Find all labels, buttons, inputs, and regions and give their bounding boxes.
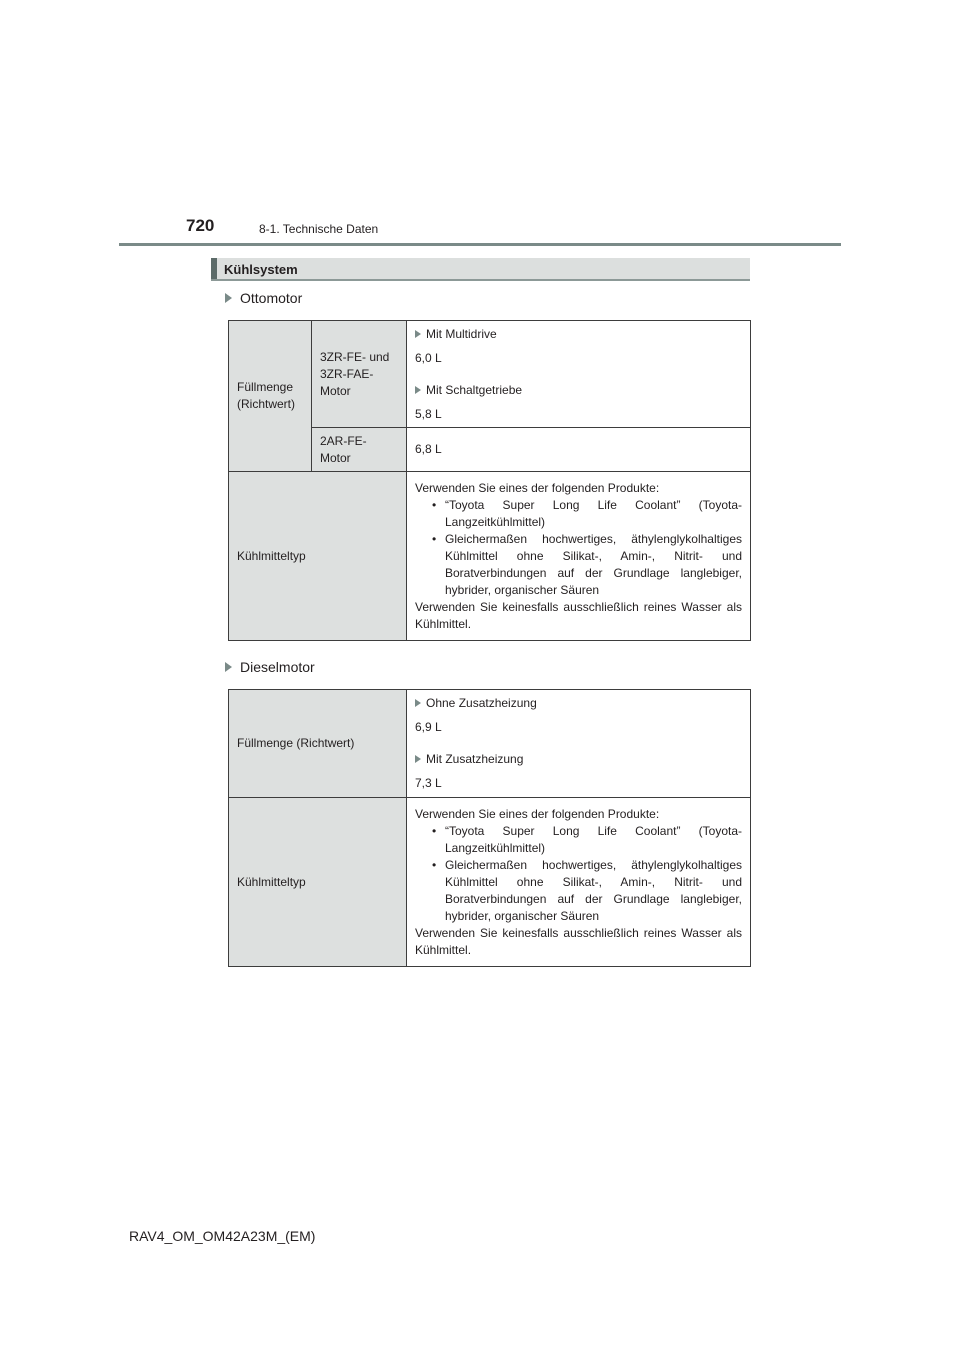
manual-value: 5,8 L (415, 406, 442, 421)
engine-1-label: 3ZR-FE- und 3ZR-FAE- Motor (320, 349, 390, 398)
coolant-value-cell (407, 798, 751, 967)
fill-label: Füllmenge (Richtwert) (237, 380, 296, 411)
coolant-intro: Verwenden Sie eines der folgenden Produkte: (415, 480, 660, 495)
section-title: 8-1. Technische Daten (259, 222, 379, 236)
table-row (229, 321, 751, 428)
header-rule (119, 243, 841, 246)
table-row (229, 798, 751, 967)
diesel-title: Dieselmotor (240, 659, 315, 675)
multidrive-row (415, 326, 742, 343)
section-heading (211, 258, 750, 281)
table-row (229, 690, 751, 798)
heater-label: Mit Zusatzheizung (426, 752, 524, 766)
triangle-bullet-icon (225, 293, 232, 303)
engine-cell (312, 428, 407, 472)
engine-cell (312, 321, 407, 428)
table-row (229, 472, 751, 641)
petrol-subheading (225, 290, 302, 306)
multidrive-value: 6,0 L (415, 350, 442, 365)
fill-label-cell (229, 690, 407, 798)
multidrive-label: Mit Multidrive (426, 326, 497, 341)
value-cell (407, 321, 751, 428)
manual-label: Mit Schaltgetriebe (426, 382, 523, 397)
list-item: • Gleichermaßen hochwertiges, äthylenglykolhaltiges Kühlmittel ohne Silikat-, Amin-, Nitrit- und Boratverbindungen auf der Grundlage langlebiger, hybrider, organischer Säuren (415, 857, 742, 925)
triangle-bullet-icon (415, 386, 421, 394)
diesel-subheading (225, 659, 315, 675)
petrol-spec-table (228, 320, 751, 641)
coolant-note: Verwenden Sie keinesfalls ausschließlich reines Wasser als Kühlmittel. (415, 925, 742, 957)
triangle-bullet-icon (415, 330, 421, 338)
coolant-label-cell (229, 798, 407, 967)
engine-2-value: 6,8 L (415, 442, 442, 456)
heater-row (415, 751, 742, 768)
list-item: • “Toyota Super Long Life Coolant” (Toyota-Langzeitkühlmittel) (415, 823, 742, 857)
heading-text: Kühlsystem (224, 262, 298, 277)
no-heater-row (415, 695, 742, 712)
coolant-intro: Verwenden Sie eines der folgenden Produkte: (415, 806, 660, 821)
value-cell (407, 690, 751, 798)
coolant-label: Kühlmitteltyp (237, 874, 306, 889)
heading-bar (211, 258, 217, 279)
list-item: • Gleichermaßen hochwertiges, äthylenglykolhaltiges Kühlmittel ohne Silikat-, Amin-, Nitrit- und Boratverbindungen auf der Grundlage langlebiger, hybrider, organischer Säuren (415, 531, 742, 599)
no-heater-value: 6,9 L (415, 720, 442, 734)
fill-label-cell (229, 321, 312, 472)
triangle-bullet-icon (415, 755, 421, 763)
no-heater-label: Ohne Zusatzheizung (426, 696, 537, 710)
diesel-spec-table (228, 689, 751, 967)
coolant-label-cell (229, 472, 407, 641)
engine-2-label: 2AR-FE- Motor (320, 433, 367, 465)
petrol-title: Ottomotor (240, 290, 303, 306)
coolant-value-cell (407, 472, 751, 641)
manual-row (415, 382, 742, 399)
triangle-bullet-icon (225, 662, 232, 672)
triangle-bullet-icon (415, 699, 421, 707)
coolant-note: Verwenden Sie keinesfalls ausschließlich reines Wasser als Kühlmittel. (415, 599, 742, 631)
heater-value: 7,3 L (415, 776, 442, 790)
coolant-list (415, 823, 742, 925)
fill-label: Füllmenge (Richtwert) (237, 736, 355, 750)
list-item: • “Toyota Super Long Life Coolant” (Toyota-Langzeitkühlmittel) (415, 497, 742, 531)
page-number: 720 (186, 216, 215, 235)
coolant-list (415, 497, 742, 599)
coolant-label: Kühlmitteltyp (237, 548, 306, 563)
value-cell (407, 428, 751, 472)
footer-doc-id: RAV4_OM_OM42A23M_(EM) (129, 1228, 316, 1244)
